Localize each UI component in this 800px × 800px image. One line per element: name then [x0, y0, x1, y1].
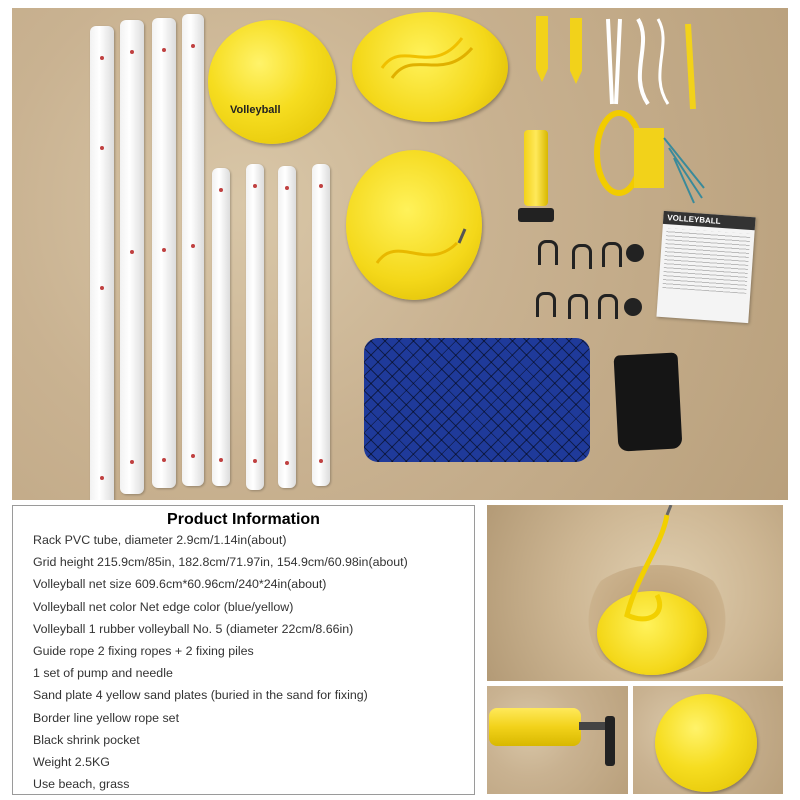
pvc-tube-short: [312, 164, 330, 486]
ground-hook: [572, 244, 592, 269]
spec-line: Black shrink pocket: [33, 732, 140, 747]
volleyball-closeup-photo: [633, 686, 783, 794]
ground-hook: [536, 292, 556, 317]
fixing-rope-icon: [372, 28, 482, 88]
pump-closeup-photo: [487, 686, 628, 794]
boundary-rope-icon: [584, 108, 714, 208]
ground-hook: [598, 294, 618, 319]
product-information-title: Product Information: [167, 511, 320, 528]
ground-hook: [538, 240, 558, 265]
pump-handle: [605, 716, 615, 766]
pvc-tube: [182, 14, 204, 486]
rope-bundle-icon: [598, 14, 718, 114]
main-product-photo: [12, 8, 788, 500]
volleyball: [655, 694, 757, 792]
pvc-tube: [152, 18, 176, 488]
spec-line: Rack PVC tube, diameter 2.9cm/1.14in(about): [33, 533, 287, 547]
product-information-panel: [12, 505, 475, 795]
spec-line: Weight 2.5KG: [33, 754, 110, 769]
ground-stake: [570, 18, 582, 84]
air-pump: [524, 130, 548, 206]
end-cap: [624, 298, 642, 316]
spec-line: Volleyball 1 rubber volleyball No. 5 (diameter 22cm/8.66in): [33, 621, 354, 636]
spec-line: Use beach, grass: [33, 777, 130, 792]
instruction-manual: [656, 211, 755, 323]
pvc-tube-short: [212, 168, 230, 486]
sand-plate-usage-photo: [487, 505, 783, 681]
spec-line: Volleyball net size 609.6cm*60.96cm/240*24in(about): [33, 577, 327, 592]
pump-handle: [518, 208, 554, 222]
pvc-tube: [90, 26, 114, 500]
spec-line: Sand plate 4 yellow sand plates (buried in the sand for fixing): [33, 688, 368, 703]
fixing-rope-icon: [607, 505, 687, 635]
spec-line: Guide rope 2 fixing ropes + 2 fixing piles: [33, 643, 254, 658]
air-pump: [489, 708, 581, 746]
pvc-tube-short: [278, 166, 296, 488]
volleyball-net: [364, 338, 590, 462]
storage-bag: [614, 352, 683, 451]
volleyball-label: Volleyball: [230, 104, 281, 116]
volleyball: [208, 20, 336, 144]
spec-line: Volleyball net color Net edge color (blue/yellow): [33, 599, 294, 614]
spec-line: Grid height 215.9cm/85in, 182.8cm/71.97in, 154.9cm/60.98in(about): [33, 555, 408, 570]
ground-hook: [568, 294, 588, 319]
fixing-rope-icon: [367, 223, 477, 283]
ground-stake: [536, 16, 548, 82]
manual-title: VOLLEYBALL: [663, 211, 756, 230]
pvc-tube-short: [246, 164, 264, 490]
spec-line: 1 set of pump and needle: [33, 666, 173, 681]
pvc-tube: [120, 20, 144, 494]
spec-line: Border line yellow rope set: [33, 710, 180, 725]
ground-hook: [602, 242, 622, 267]
end-cap: [626, 244, 644, 262]
